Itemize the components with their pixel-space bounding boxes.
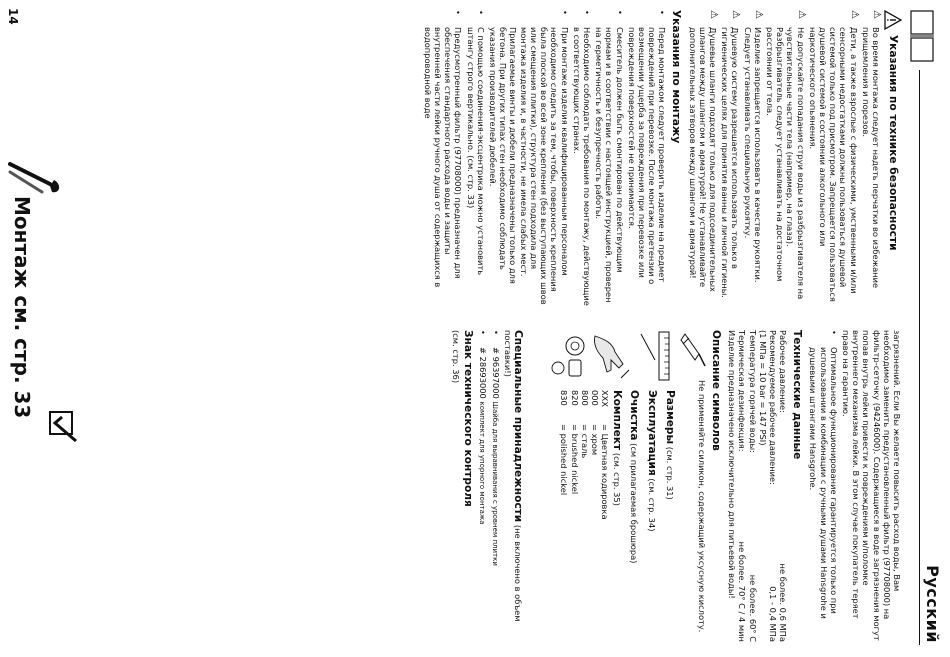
right-column xyxy=(449,330,902,642)
bullet-icon: • xyxy=(453,10,464,15)
ruler-dimensions-icon xyxy=(635,330,675,382)
tech-row: Температура горячей воды: не более. 60° C xyxy=(747,330,758,642)
tech-heading: Технические данные xyxy=(791,330,804,460)
symbols-heading: Описание символов xyxy=(709,330,722,451)
kit-ref: (см. стр. 35) xyxy=(612,452,623,506)
tech-row: Термическая дезинфекция: не более. 70° C / 4 мин xyxy=(737,330,748,642)
safety-heading xyxy=(884,10,902,308)
install-item: • Смеситель должен быть смонтирован по действующим нормам и в соответствии с настоящей инструкцией, проверен на герметичность и безупречность работы. xyxy=(594,10,625,303)
safety-title: Указания по технике безопасности xyxy=(887,35,899,251)
install-item: • Предусмотренный фильтр (97708000) предназначен для обеспечения стандартного расхода воды и защиты внутренней части лейки ручного душа от содержащихся в водопроводной воде xyxy=(422,10,464,288)
safety-item: ⚠ Не допускайте попадания струи воды из разбрызгивателя на чувствительные части тела (например, на глаза). Разбрызгиватель следует устанавливать на достаточном расстоянии от тела. xyxy=(764,10,807,300)
bullet-icon: • xyxy=(657,10,668,15)
install-item: • Перед монтажом следует проверить изделие на предмет повреждений при перевозке. После монтажа претензии о возмещении ущерба за повреждения при перевозке или повреждения поверхностей не принимаются. xyxy=(626,10,668,285)
bullet-icon: • xyxy=(581,10,592,15)
header-rule xyxy=(919,70,920,645)
warning-icon: ⚠ xyxy=(848,10,860,19)
kit-row: 000 = хром xyxy=(589,390,600,456)
warning-icon: ⚠ xyxy=(795,10,807,19)
use-ref: (см. стр. 34) xyxy=(646,478,657,532)
kit-row: 800 = сталь xyxy=(579,390,590,459)
kit-title: Комплект xyxy=(611,390,624,451)
kit-row: 830 = polished nickel xyxy=(559,390,570,496)
dims-title: Размеры xyxy=(663,390,676,445)
checkbox-check-icon xyxy=(48,410,78,444)
tech-note: Изделие предназначено исключительно для питьевой воды! xyxy=(727,330,738,599)
page-number: 14 xyxy=(6,8,20,25)
acc-item: • # 96397000 Шайба для выравнивания с уровнем плитки xyxy=(490,330,501,566)
warning-icon: ⚠ xyxy=(707,10,719,19)
warning-icon: ⚠ xyxy=(730,10,742,19)
install-item: • С помощью соединения-эксцентрика можно установить штангу строго вертикально. (см. стр. 33) xyxy=(465,10,486,276)
warning-icon: ⚠ xyxy=(871,10,882,19)
sections-block xyxy=(525,330,675,642)
kit-row: XXX = Цветная кодировка xyxy=(600,390,611,520)
bullet-icon: • xyxy=(477,330,488,335)
hand-operation-icon xyxy=(591,330,633,382)
acc-item: • # 28693000 комплект для упорного монтажа xyxy=(477,330,488,525)
tech-row: (1 МПа = 10 bar = 147 PSI) xyxy=(757,330,768,446)
tech-row: Рабочее давление: не более. 0,6 МПа xyxy=(778,330,789,642)
clean-title: Очистка xyxy=(627,390,640,441)
manual-book-icon xyxy=(910,10,934,62)
safety-item: ⚠ Душевую систему разрешается использовать только в гигиенических целях для принятия ванны и личной гигиены. xyxy=(720,10,742,298)
acc-ref: (не включено в объем поставки!) xyxy=(502,330,523,622)
sections-text xyxy=(559,390,675,642)
bullet-icon: • xyxy=(828,330,839,335)
bullet-icon: • xyxy=(490,330,501,335)
safety-item: ⚠ Во время монтажа следует надеть перчатки во избежание прищемления и порезов. xyxy=(860,10,882,289)
warning-triangle-icon xyxy=(884,10,902,30)
symbols-row: Не применяйте силикон, содержащий уксусную кислоту. xyxy=(679,330,707,642)
warning-icon: ⚠ xyxy=(752,10,764,19)
bullet-icon: • xyxy=(475,10,486,15)
tech-row: Рекомендуемое рабочее давление: 0,1 - 0,4 МПа xyxy=(767,330,778,642)
function-bullet: • Оптимальное функционирование гарантируется только при использовании в комбинации с ручными душами Hansgrohe и душевыми штангами Hansgrohe. xyxy=(808,330,839,619)
wrench-tools-icon xyxy=(8,158,64,198)
dims-ref: (см. стр. 31) xyxy=(664,446,675,500)
install-item: • При монтаже изделия квалифицированным персоналом необходимо следить за тем, чтобы, поверхность крепления была плоской во всей зоне крепления (без выступающих швов или смещения плитки), структура стен подходила для монтажа изделия и, в частности, не имела слабых мест. Прилагаемые винты и дюбели предназначены только для бетона. При других типах стен необходимо соблюдать указания производителей дюбелей. xyxy=(488,10,570,305)
install-heading: Указания по монтажу xyxy=(670,10,683,144)
safety-item: ⚠ Дети, а также взрослые с физическими, умственными и/или сенсорными недостатками должны пользоваться душевой системой только под присмотром. Запрещается пользоваться душевой системой в состоянии алкогольного или наркотического опьянения. xyxy=(807,10,860,302)
cleaning-nozzles-icon xyxy=(549,332,589,382)
left-column xyxy=(421,10,902,308)
mark-title: Знак технического контроля xyxy=(462,330,475,507)
acc-title: Специальные принадлежности xyxy=(511,330,524,523)
safety-item: ⚠ Душевые шланги подходят только для подсоединительных шлангов между шлангом и арматурой! Не устанавливайте дополнительных затворов между шлангом и арматурой! xyxy=(687,10,719,292)
mounting-label: Монтаж см. стр. 33 xyxy=(10,196,34,419)
bullet-icon: • xyxy=(614,10,625,15)
mark-ref: (см. стр. 36) xyxy=(451,330,462,384)
use-title: Эксплуатация xyxy=(645,390,658,476)
bullet-icon: • xyxy=(559,10,570,15)
install-item: • Необходимо соблюдать требования по монтажу, действующие в соответствующих странах. xyxy=(571,10,592,306)
clean-ref: (см прилагаемая брошюра) xyxy=(628,443,639,564)
language-title: Русский xyxy=(923,565,942,643)
kit-row: 820 = brushed nickel xyxy=(569,390,580,495)
no-silicone-tube-icon xyxy=(679,330,707,372)
filter-continued-text: загрязнений. Если Вы желаете повысить расход воды, Вам необходимо заменить предустановленный фильтр (97708000) на фильтр-сеточку (94246000). Содержащиеся в воде загрязнения могут попав внутрь лейки привести к повреждениям и/поломке внутреннего механизма лейки. В этом случае покупатель теряет право на гарантию. xyxy=(840,330,902,641)
safety-item: ⚠ Изделие запрещается использовать в качестве рукоятки. Следует устанавливать специальную рукоятку. xyxy=(742,10,764,283)
